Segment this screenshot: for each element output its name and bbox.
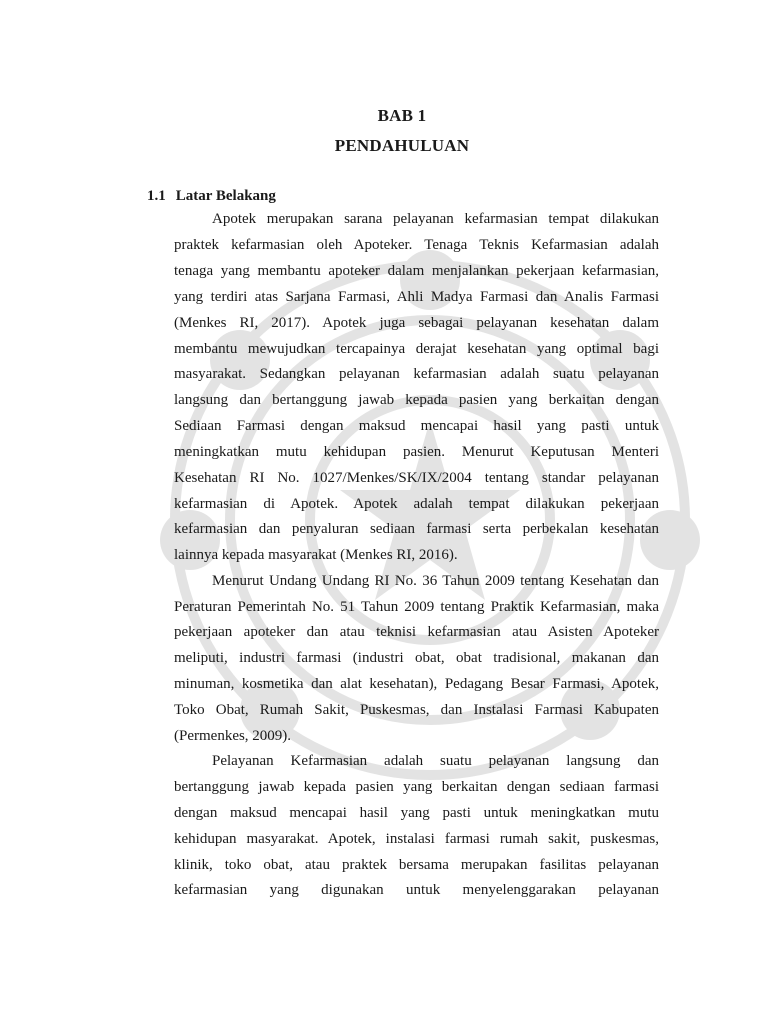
text-line: klinik, toko obat, atau praktek bersama merupakan fasilitas pelayanan	[174, 857, 659, 873]
text-line: dengan maksud mencapai hasil yang pasti untuk meningkatkan mutu	[174, 805, 659, 821]
text-line: bertanggung jawab kepada pasien yang berkaitan dengan sediaan farmasi	[174, 779, 659, 795]
text-line: kefarmasian yang digunakan untuk menyelenggarakan pelayanan	[174, 882, 659, 898]
text-line: minuman, kosmetika dan alat kesehatan), Pedagang Besar Farmasi, Apotek,	[174, 676, 659, 692]
text-line: Peraturan Pemerintah No. 51 Tahun 2009 tentang Praktik Kefarmasian, maka	[174, 599, 659, 615]
text-line: praktek kefarmasian oleh Apoteker. Tenaga Teknis Kefarmasian adalah	[174, 237, 659, 253]
text-line: masyarakat. Sedangkan pelayanan kefarmasian adalah suatu pelayanan	[174, 366, 659, 382]
text-line: pekerjaan apoteker dan atau teknisi kefarmasian atau Asisten Apoteker	[174, 624, 659, 640]
text-line: kehidupan masyarakat. Apotek, instalasi farmasi rumah sakit, puskesmas,	[174, 831, 659, 847]
text-line: langsung dan bertanggung jawab kepada pasien yang berkaitan dengan	[174, 392, 659, 408]
text-line: (Permenkes, 2009).	[174, 728, 292, 744]
text-line: membantu mewujudkan tercapainya derajat kesehatan yang optimal bagi	[174, 341, 659, 357]
text-line: yang terdiri atas Sarjana Farmasi, Ahli Madya Farmasi dan Analis Farmasi	[174, 289, 659, 305]
text-line: Sediaan Farmasi dengan maksud mencapai hasil yang pasti untuk	[174, 418, 659, 434]
text-line: Pelayanan Kefarmasian adalah suatu pelayanan langsung dan	[212, 753, 659, 769]
section-title: Latar Belakang	[175, 188, 276, 204]
text-line: kefarmasian di Apotek. Apotek adalah tempat dilakukan pekerjaan	[174, 496, 659, 512]
section-number: 1.1	[147, 188, 166, 204]
text-line: (Menkes RI, 2017). Apotek juga sebagai pelayanan kesehatan dalam	[174, 315, 659, 331]
text-line: Kesehatan RI No. 1027/Menkes/SK/IX/2004 tentang standar pelayanan	[174, 470, 659, 486]
text-line: meningkatkan mutu kehidupan pasien. Menurut Keputusan Menteri	[174, 444, 659, 460]
text-line: Menurut Undang Undang RI No. 36 Tahun 2009 tentang Kesehatan dan	[212, 573, 659, 589]
text-line: tenaga yang membantu apoteker dalam menjalankan pekerjaan kefarmasian,	[174, 263, 659, 279]
text-line: meliputi, industri farmasi (industri obat, obat tradisional, makanan dan	[174, 650, 659, 666]
section-heading	[147, 188, 276, 205]
text-line: Apotek merupakan sarana pelayanan kefarmasian tempat dilakukan	[212, 211, 659, 227]
text-line: Toko Obat, Rumah Sakit, Puskesmas, dan Instalasi Farmasi Kabupaten	[174, 702, 659, 718]
chapter-number: BAB 1	[377, 106, 427, 125]
text-line: kefarmasian dan penyaluran sediaan farmasi serta perbekalan kesehatan	[174, 521, 659, 537]
chapter-title: PENDAHULUAN	[334, 136, 470, 155]
text-line: lainnya kepada masyarakat (Menkes RI, 2016).	[174, 547, 458, 563]
